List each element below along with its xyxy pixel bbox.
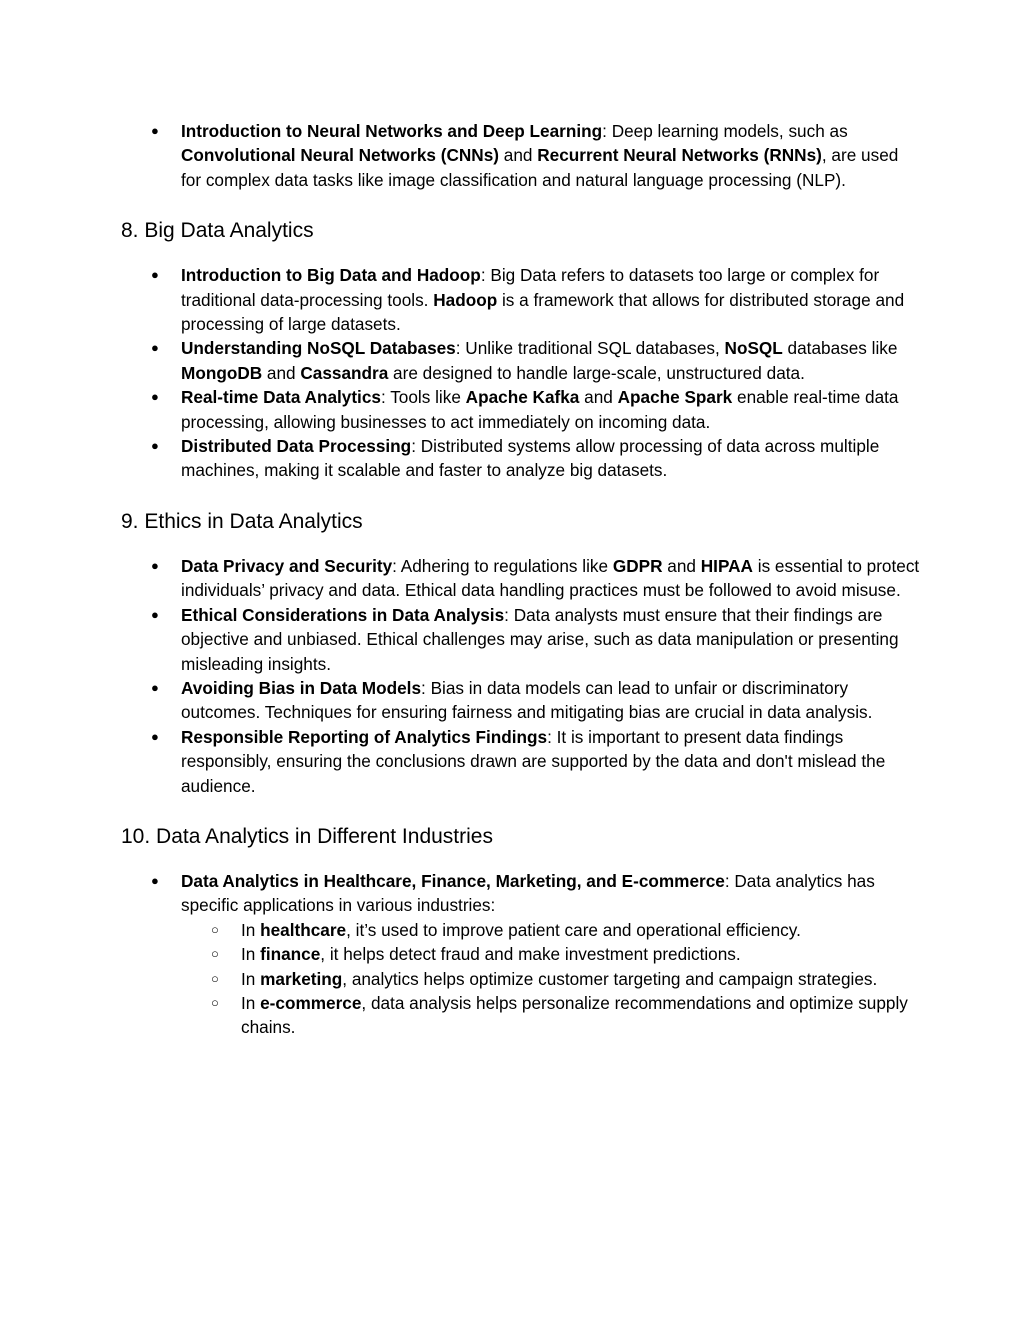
sub-list-item: ○ In finance, it helps detect fraud and make investment predictions. — [181, 942, 921, 966]
section-ethics — [121, 509, 921, 798]
sub-list-item: ○ In marketing, analytics helps optimize customer targeting and campaign strategies. — [181, 967, 921, 991]
list-item: ● Avoiding Bias in Data Models: Bias in data models can lead to unfair or discriminatory outcomes. Techniques for ensuring fairness and mitigating bias are crucial in data analysis. — [121, 676, 921, 725]
list-item: ● Responsible Reporting of Analytics Findings: It is important to present data findings responsibly, ensuring the conclusions drawn are supported by the data and don't mislead the audience. — [121, 725, 921, 798]
list-item: ● Data Privacy and Security: Adhering to regulations like GDPR and HIPAA is essential to protect individuals’ privacy and data. Ethical data handling practices must be followed to avoid misuse. — [121, 554, 921, 603]
section-industries — [121, 824, 921, 1040]
list-item: ● Ethical Considerations in Data Analysis: Data analysts must ensure that their findings are objective and unbiased. Ethical challenges may arise, such as data manipulation or presenting misleading insights. — [121, 603, 921, 676]
bullet-list — [121, 554, 921, 798]
bullet-list — [121, 869, 921, 1040]
section-heading: 9. Ethics in Data Analytics — [121, 509, 363, 533]
list-item: ● Introduction to Big Data and Hadoop: Big Data refers to datasets too large or complex for traditional data-processing tools. Hadoop is a framework that allows for distributed storage and processing of large datasets. — [121, 263, 921, 336]
sub-bullet-list — [181, 918, 921, 1040]
list-item: ● Real-time Data Analytics: Tools like Apache Kafka and Apache Spark enable real-time data processing, allowing businesses to act immediately on incoming data. — [121, 385, 921, 434]
intro-list — [121, 119, 921, 192]
section-heading: 10. Data Analytics in Different Industries — [121, 824, 493, 848]
sub-list-item: ○ In e-commerce, data analysis helps personalize recommendations and optimize supply chains. — [181, 991, 921, 1040]
document-content — [121, 119, 921, 1040]
list-item: ● Understanding NoSQL Databases: Unlike traditional SQL databases, NoSQL databases like MongoDB and Cassandra are designed to handle large-scale, unstructured data. — [121, 336, 921, 385]
section-big-data — [121, 218, 921, 483]
section-heading: 8. Big Data Analytics — [121, 219, 314, 243]
bullet-list — [121, 263, 921, 483]
list-item: ● Data Analytics in Healthcare, Finance, Marketing, and E-commerce: Data analytics has specific applications in various industries: ○ In healthcare, it’s used to improve patient care and operational efficiency. ○ In finance, it helps detect fraud and make investment predictions. ○ In marketing, analytics helps optimize customer targeting and campaign strategies. ○ In e-commerce, data analysis helps personalize recommendations and optimize supply chains. — [121, 869, 921, 1040]
sub-list-item: ○ In healthcare, it’s used to improve patient care and operational efficiency. — [181, 918, 921, 942]
list-item: ● Distributed Data Processing: Distributed systems allow processing of data across multiple machines, making it scalable and faster to analyze big datasets. — [121, 434, 921, 483]
list-item: ● Introduction to Neural Networks and Deep Learning: Deep learning models, such as Convolutional Neural Networks (CNNs) and Recurrent Neural Networks (RNNs), are used for complex data tasks like image classification and natural language processing (NLP). — [121, 119, 921, 192]
